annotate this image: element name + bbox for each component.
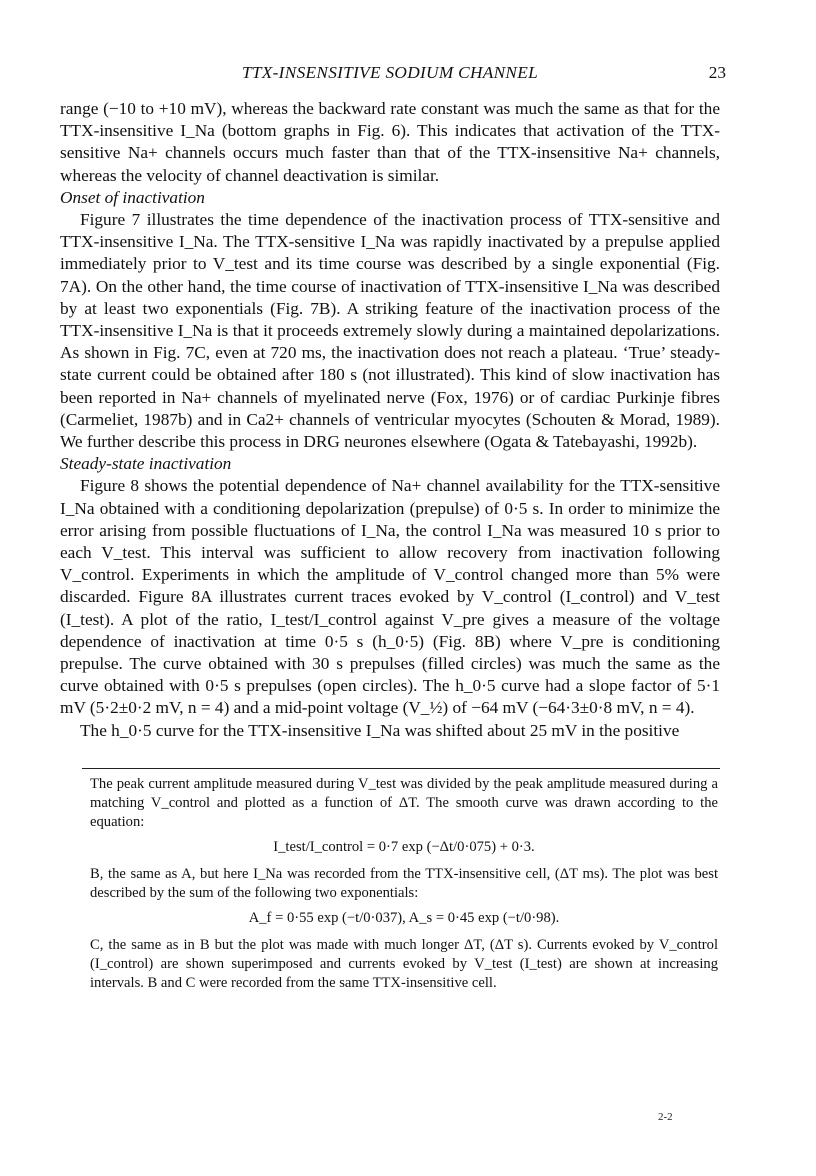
paragraph-1: range (−10 to +10 mV), whereas the backward rate constant was much the same as that for the TTX-insensitive I_Na (bottom graphs in Fig. 6). This indicates that activation of the TTX-sensitive Na+ channels occurs much faster than that of the TTX-insensitive Na+ channels, whereas the velocity of channel deactivation is similar. xyxy=(60,99,720,185)
page-number: 23 xyxy=(708,63,726,82)
paper-page xyxy=(60,62,726,999)
caption-paragraph-a: The peak current amplitude measured during V_test was divided by the peak amplitude measured during a matching V_control and plotted as a function of ΔT. The smooth curve was drawn according to the equation: xyxy=(90,775,718,830)
running-title: TTX-INSENSITIVE SODIUM CHANNEL xyxy=(241,63,539,82)
caption-paragraph-c: C, the same as in B but the plot was made with much longer ΔT, (ΔT s). Currents evoked by V_control (I_control) are shown superimposed and currents evoked by V_test (I_test) are shown at increasing intervals. B and C were recorded from the same TTX-insensitive cell. xyxy=(90,936,718,991)
paragraph-2: Figure 7 illustrates the time dependence of the inactivation process of TTX-sensitive and TTX-insensitive I_Na. The TTX-sensitive I_Na was rapidly inactivated by a prepulse applied immediately prior to V_test and its time course was described by a single exponential (Fig. 7A). On the other hand, the time course of inactivation of TTX-insensitive I_Na was described by at least two exponentials (Fig. 7B). A striking feature of the inactivation process of the TTX-insensitive I_Na is that it proceeds extremely slowly during a maintained depolarizations. As shown in Fig. 7C, even at 720 ms, the inactivation does not reach a plateau. ‘True’ steady-state current could be obtained after 180 s (not illustrated). This kind of slow inactivation has been reported in Na+ channels of myelinated nerve (Fox, 1976) or of cardiac Purkinje fibres (Carmeliet, 1987b) and in Ca2+ channels of ventricular myocytes (Schouten & Morad, 1989). We further describe this process in DRG neurones elsewhere (Ogata & Tatebayashi, 1992b). xyxy=(60,210,720,452)
signature-mark: 2-2 xyxy=(658,1111,673,1123)
paragraph-3: Figure 8 shows the potential dependence of Na+ channel availability for the TTX-sensitive I_Na obtained with a conditioning depolarization (prepulse) of 0·5 s. In order to minimize the error arising from possible fluctuations of I_Na, the control I_Na was measured 10 s prior to each V_test. This interval was sufficient to allow recovery from inactivation following V_control. Experiments in which the amplitude of V_control changed more than 5% were discarded. Figure 8A illustrates current traces evoked by V_control (I_control) and V_test (I_test). A plot of the ratio, I_test/I_control against V_pre gives a measure of the voltage dependence of inactivation at time 0·5 s (h_0·5) (Fig. 8B) where V_pre is conditioning prepulse. The curve obtained with 30 s prepulses (filled circles) was much the same as the curve obtained with 0·5 s prepulses (open circles). The h_0·5 curve had a slope factor of 5·1 mV (5·2±0·2 mV, n = 4) and a mid-point voltage (V_½) of −64 mV (−64·3±0·8 mV, n = 4). xyxy=(60,476,720,718)
figure-caption xyxy=(90,775,718,993)
caption-equation-a: I_test/I_control = 0·7 exp (−Δt/0·075) + 0·3. xyxy=(273,838,535,855)
section-title-steady-state-inactivation: Steady-state inactivation xyxy=(60,454,232,474)
section-title-onset-of-inactivation: Onset of inactivation xyxy=(60,187,205,207)
caption-equation-b: A_f = 0·55 exp (−t/0·037), A_s = 0·45 exp (−t/0·98). xyxy=(248,909,560,926)
paragraph-4: The h_0·5 curve for the TTX-insensitive I_Na was shifted about 25 mV in the positive xyxy=(80,720,680,740)
caption-paragraph-b: B, the same as A, but here I_Na was recorded from the TTX-insensitive cell, (ΔT ms). The plot was best described by the sum of the following two exponentials: xyxy=(90,865,718,901)
page-header xyxy=(60,62,726,88)
caption-divider xyxy=(82,768,720,769)
